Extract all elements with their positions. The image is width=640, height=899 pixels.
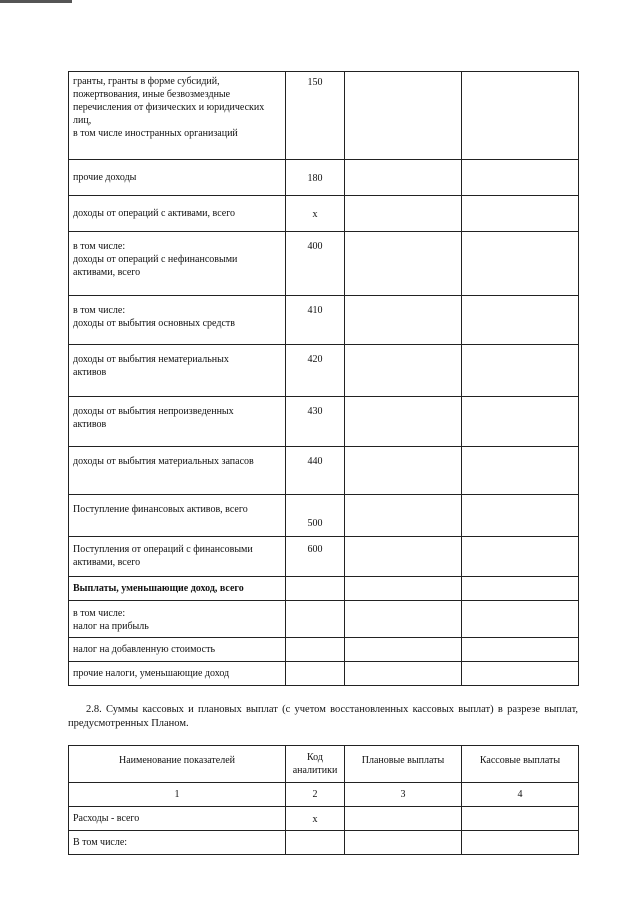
row-code: 420 bbox=[286, 345, 345, 397]
section-paragraph: 2.8. Суммы кассовых и плановых выплат (с учетом восстановленных кассовых выплат) в разрезе выплат, предусмотренных Планом. bbox=[68, 704, 578, 729]
table-row bbox=[69, 662, 579, 686]
cash-cell bbox=[462, 495, 579, 537]
cash-cell bbox=[462, 397, 579, 447]
header-row bbox=[69, 746, 579, 783]
table-row bbox=[69, 232, 579, 296]
table-row bbox=[69, 638, 579, 662]
cash-cell bbox=[462, 447, 579, 495]
income-table bbox=[68, 71, 579, 686]
cash-cell bbox=[462, 345, 579, 397]
table-row bbox=[69, 397, 579, 447]
row-name: Поступления от операций с финансовыми активами, всего bbox=[69, 537, 286, 577]
column-number: 3 bbox=[345, 783, 462, 807]
table-row bbox=[69, 807, 579, 831]
planned-cell bbox=[345, 296, 462, 345]
cash-cell bbox=[462, 537, 579, 577]
row-name: налог на добавленную стоимость bbox=[69, 638, 286, 662]
column-number: 2 bbox=[286, 783, 345, 807]
cash-cell bbox=[462, 831, 579, 855]
table-row bbox=[69, 296, 579, 345]
row-name: доходы от выбытия нематериальных активов bbox=[69, 345, 286, 397]
table-row bbox=[69, 831, 579, 855]
row-code: х bbox=[286, 196, 345, 232]
cash-cell bbox=[462, 662, 579, 686]
payments-table bbox=[68, 745, 579, 855]
row-code: 400 bbox=[286, 232, 345, 296]
row-code: 410 bbox=[286, 296, 345, 345]
row-name: доходы от выбытия непроизведенных активов bbox=[69, 397, 286, 447]
column-number: 1 bbox=[69, 783, 286, 807]
planned-cell bbox=[345, 577, 462, 601]
row-name: Поступление финансовых активов, всего bbox=[69, 495, 286, 537]
row-code: х bbox=[286, 807, 345, 831]
header-name: Наименование показателей bbox=[69, 746, 286, 783]
planned-cell bbox=[345, 196, 462, 232]
planned-cell bbox=[345, 397, 462, 447]
header-rule bbox=[0, 0, 72, 3]
row-code bbox=[286, 577, 345, 601]
row-name: в том числе: налог на прибыль bbox=[69, 601, 286, 638]
row-code: 180 bbox=[286, 160, 345, 196]
table-row bbox=[69, 72, 579, 160]
row-code: 440 bbox=[286, 447, 345, 495]
row-code: 500 bbox=[286, 495, 345, 537]
table-row bbox=[69, 495, 579, 537]
planned-cell bbox=[345, 72, 462, 160]
row-name: Расходы - всего bbox=[69, 807, 286, 831]
planned-cell bbox=[345, 447, 462, 495]
cash-cell bbox=[462, 807, 579, 831]
cash-cell bbox=[462, 232, 579, 296]
header-code: Код аналитики bbox=[286, 746, 345, 783]
row-name: Выплаты, уменьшающие доход, всего bbox=[69, 577, 286, 601]
header-cash: Кассовые выплаты bbox=[462, 746, 579, 783]
table-row bbox=[69, 447, 579, 495]
row-name: гранты, гранты в форме субсидий, пожертвования, иные безвозмездные перечисления от физических и юридических лиц, в том числе иностранных организаций bbox=[69, 72, 286, 160]
cash-cell bbox=[462, 601, 579, 638]
row-code: 430 bbox=[286, 397, 345, 447]
table-row bbox=[69, 537, 579, 577]
planned-cell bbox=[345, 232, 462, 296]
row-name: прочие доходы bbox=[69, 160, 286, 196]
cash-cell bbox=[462, 296, 579, 345]
row-code: 150 bbox=[286, 72, 345, 160]
planned-cell bbox=[345, 345, 462, 397]
row-name: прочие налоги, уменьшающие доход bbox=[69, 662, 286, 686]
row-name: доходы от операций с активами, всего bbox=[69, 196, 286, 232]
planned-cell bbox=[345, 495, 462, 537]
row-code: 600 bbox=[286, 537, 345, 577]
planned-cell bbox=[345, 807, 462, 831]
planned-cell bbox=[345, 662, 462, 686]
row-name: в том числе: доходы от выбытия основных средств bbox=[69, 296, 286, 345]
cash-cell bbox=[462, 577, 579, 601]
cash-cell bbox=[462, 160, 579, 196]
column-number: 4 bbox=[462, 783, 579, 807]
row-code bbox=[286, 662, 345, 686]
row-name: в том числе: доходы от операций с нефинансовыми активами, всего bbox=[69, 232, 286, 296]
row-code bbox=[286, 601, 345, 638]
planned-cell bbox=[345, 831, 462, 855]
planned-cell bbox=[345, 601, 462, 638]
table-row bbox=[69, 577, 579, 601]
table-row bbox=[69, 196, 579, 232]
cash-cell bbox=[462, 196, 579, 232]
row-name: доходы от выбытия материальных запасов bbox=[69, 447, 286, 495]
header-planned: Плановые выплаты bbox=[345, 746, 462, 783]
planned-cell bbox=[345, 160, 462, 196]
table-row bbox=[69, 345, 579, 397]
cash-cell bbox=[462, 638, 579, 662]
table-row bbox=[69, 160, 579, 196]
number-row bbox=[69, 783, 579, 807]
planned-cell bbox=[345, 638, 462, 662]
table-row bbox=[69, 601, 579, 638]
row-name: В том числе: bbox=[69, 831, 286, 855]
planned-cell bbox=[345, 537, 462, 577]
row-code bbox=[286, 831, 345, 855]
cash-cell bbox=[462, 72, 579, 160]
row-code bbox=[286, 638, 345, 662]
